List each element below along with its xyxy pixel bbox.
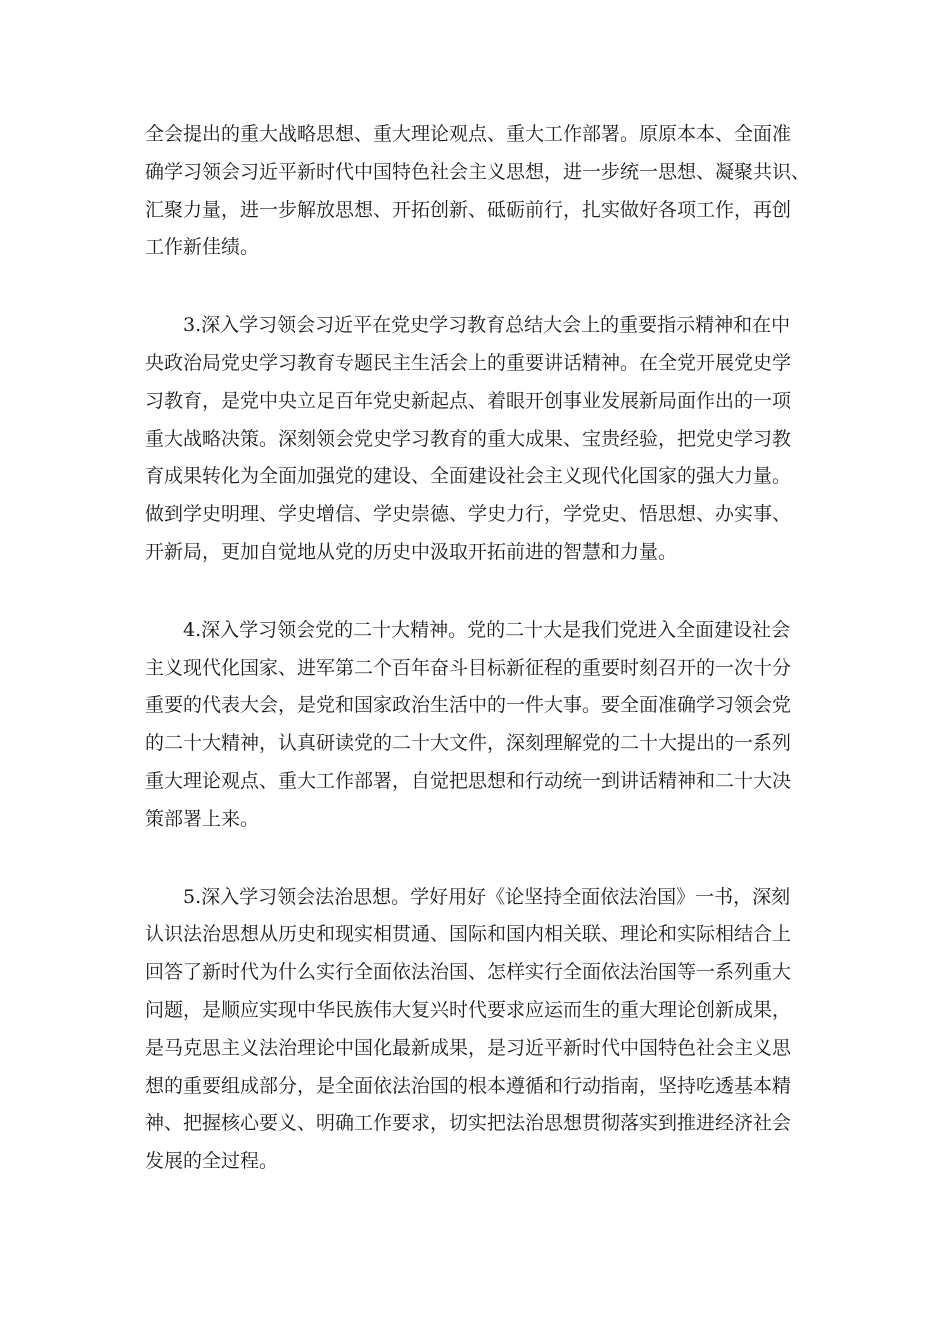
- paragraph-item-4: 4.深入学习领会党的二十大精神。党的二十大是我们党进入全面建设社会 主义现代化国家、进军第二个百年奋斗目标新征程的重要时刻召开的一次十分 重要的代表大会，是党和国家政治生活中的一件大事。要全面准确学习领会党 的二十大精神，认真研读党的二十大文件，深刻理解党的二十大提出的一系列 重大理论观点、重大工作部署，自觉把思想和行动统一到讲话精神和二十大决 策部署上来。: [145, 618, 792, 830]
- document-body: [145, 116, 825, 1221]
- paragraph-item-3: 3.深入学习领会习近平在党史学习教育总结大会上的重要指示精神和在中 央政治局党史学习教育专题民主生活会上的重要讲话精神。在全党开展党史学 习教育，是党中央立足百年党史新起点、着眼开创事业发展新局面作出的一项 重大战略决策。深刻领会党史学习教育的重大成果、宝贵经验，把党史学习教 育成果转化为全面加强党的建设、全面建设社会主义现代化国家的强大力量。 做到学史明理、学史增信、学史崇德、学史力行，学党史、悟思想、办实事、 开新局，更加自觉地从党的历史中汲取开拓前进的智慧和力量。: [145, 314, 792, 563]
- paragraph-continuation: 全会提出的重大战略思想、重大理论观点、重大工作部署。原原本本、全面准 确学习领会习近平新时代中国特色社会主义思想，进一步统一思想、凝聚共识、 汇聚力量，进一步解放思想、开拓创新、砥砺前行，扎实做好各项工作，再创 工作新佳绩。: [145, 123, 811, 259]
- paragraph-item-5: 5.深入学习领会法治思想。学好用好《论坚持全面依法治国》一书，深刻 认识法治思想从历史和现实相贯通、国际和国内相关联、理论和实际相结合上 回答了新时代为什么实行全面依法治国、怎样实行全面依法治国等一系列重大 问题，是顺应实现中华民族伟大复兴时代要求应运而生的重大理论创新成果， 是马克思主义法治理论中国化最新成果，是习近平新时代中国特色社会主义思 想的重要组成部分，是全面依法治国的根本遵循和行动指南，坚持吃透基本精 神、把握核心要义、明确工作要求，切实把法治思想贯彻落实到推进经济社会 发展的全过程。: [145, 885, 792, 1173]
